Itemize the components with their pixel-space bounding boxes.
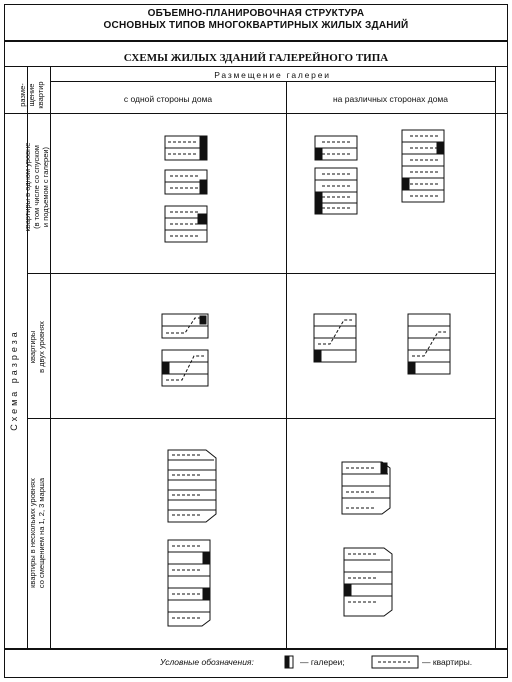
scheme-row1-one-side bbox=[165, 136, 207, 242]
legend-title: Условные обозначения: bbox=[160, 657, 254, 667]
header-gallery-placement: Размещение галереи bbox=[214, 70, 331, 80]
scheme-row2-one-side bbox=[162, 314, 208, 386]
header-one-side: с одной стороны дома bbox=[123, 94, 213, 104]
section-label: Схема разреза bbox=[9, 329, 19, 431]
gallery-icon bbox=[285, 656, 293, 668]
scheme-row3-different-sides bbox=[342, 462, 392, 616]
title-line-2: ОСНОВНЫХ ТИПОВ МНОГОКВАРТИРНЫХ ЖИЛЫХ ЗДАНИЙ bbox=[103, 20, 409, 31]
apartment-icon bbox=[372, 656, 418, 668]
legend-apartment-label: — квартиры. bbox=[422, 657, 473, 667]
header-different-sides: на различных сторонах дома bbox=[332, 94, 448, 104]
table-subtitle: СХЕМЫ ЖИЛЫХ ЗДАНИЙ ГАЛЕРЕЙНОГО ТИПА bbox=[123, 52, 389, 64]
scheme-row1-different-sides bbox=[315, 130, 444, 214]
scheme-row3-one-side bbox=[168, 450, 216, 626]
row-label-single-level: квартиры в одном уровне (в том числе со спуском и подъемом с галереи) bbox=[23, 142, 50, 232]
title-line-1: ОБЪЕМНО-ПЛАНИРОВОЧНАЯ СТРУКТУРА bbox=[147, 8, 365, 19]
header-placement-label: разме- щение квартир bbox=[18, 81, 45, 109]
row-label-multi-level: квартиры в нескольких уровнях со смещением на 1, 2, 3 марша bbox=[28, 477, 46, 589]
legend-gallery-label: — галереи; bbox=[300, 657, 345, 667]
scheme-row2-different-sides bbox=[314, 314, 450, 374]
row-label-two-level: квартиры в двух уровнях bbox=[28, 321, 46, 373]
